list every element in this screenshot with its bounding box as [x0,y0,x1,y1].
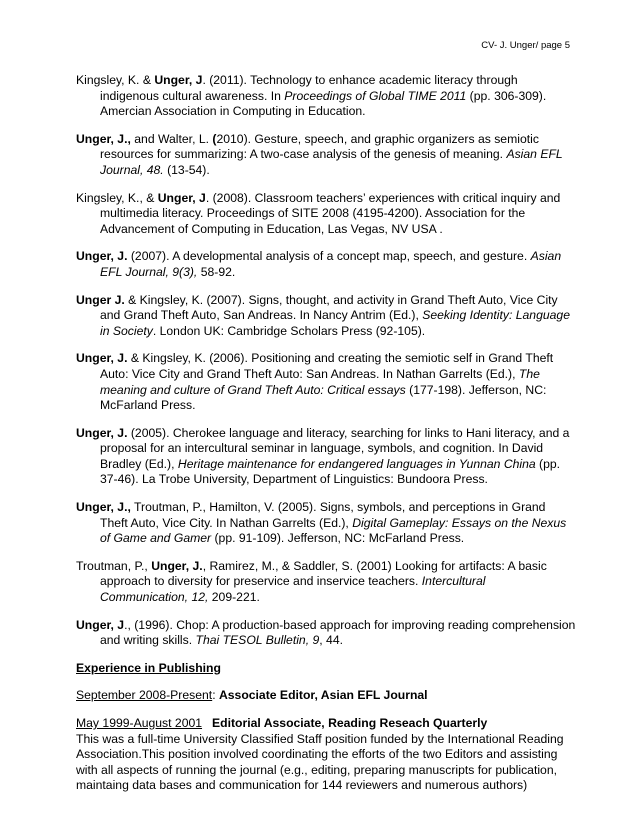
publication-text: Seeking Identity: Language in Society [100,308,570,338]
publication-text: 58-92. [197,264,236,279]
publication-text: (pp. 37-46). La Trobe University, Department of Linguistics: Bundoora Press. [100,456,561,487]
experience-entry-rrq [76,716,576,794]
experience-date: May 1999-August 2001 [76,716,203,730]
publication-text: (pp. 306-309). Amercian Association in Computing in Education. [100,88,547,119]
publication-text: & Kingsley, K. (2007). Signs, thought, and activity in Grand Theft Auto, Vice City and Grand Theft Auto, San Andreas. In Nancy Antrim (Ed.), [100,292,558,323]
experience-description: This was a full-time University Classified Staff position funded by the International Reading Association.This position involved coordinating the efforts of the two Editors and assisting with all aspects of running the journal (e.g., editing, preparing manuscripts for publication, maintaing data bases and communication for 144 reviewers and numerous authors) [76,731,564,793]
publication-text: (177-198). Jefferson, NC: McFarland Press. [100,382,547,413]
section-title-experience-in-publishing: Experience in Publishing [76,660,221,675]
experience-separator: : [212,688,219,703]
publication-text: Unger, J. [76,249,128,264]
publication-text: Proceedings of Global TIME 2011 [284,88,467,103]
publication-entry [76,191,576,238]
publication-text: Kingsley, K. & [76,73,155,87]
publication-entry [76,293,576,340]
publication-text: Unger, J. [76,425,128,440]
publication-text: . (2011). Technology to enhance academic literacy through indigenous cultural awareness. In [100,73,518,103]
publication-text: and Walter, L. [130,131,213,146]
publication-text: Troutman, P., Hamilton, V. (2005). Signs, symbols, and perceptions in Grand Theft Auto, Vice City. In Nathan Garrelts (Ed.), [100,500,546,530]
publication-list [76,73,576,649]
publication-text: (13-54). [163,162,210,177]
experience-entry-asian-efl [76,688,576,704]
publication-entry [76,73,576,120]
publication-text: & Kingsley, K. (2006). Positioning and creating the semiotic self in Grand Theft Auto: Vice City and Grand Theft Auto: San Andreas. In Nathan Garrelts (Ed.), [100,351,554,381]
publication-entry [76,500,576,547]
publication-text: The meaning and culture of Grand Theft Auto: Critical essays [100,366,540,397]
publication-text: Thai TESOL Bulletin, 9 [195,633,320,648]
publication-text: Unger, J., [76,131,131,146]
publication-text: (2007). A developmental analysis of a concept map, speech, and gesture. [127,249,531,264]
publication-text: , 44. [319,633,343,648]
publication-text: Unger, J [154,73,203,87]
publication-text: , Ramirez, M., & Saddler, S. (2001) Looking for artifacts: A basic approach to diversity for preservice and inservice teachers. [100,558,547,589]
publication-text: . London UK: Cambridge Scholars Press (92-105). [152,323,426,338]
publication-text: Heritage maintenance for endangered languages in Yunnan China [177,456,536,471]
cv-content [76,73,576,806]
experience-date: September 2008-Present [76,688,213,703]
publication-text: ., (1996). Chop: A production-based approach for improving reading comprehension and writing skills. [100,617,576,648]
publication-entry [76,559,576,606]
publication-text: (2005). Cherokee language and literacy, searching for links to Hani literacy, and a proposal for an intercultural seminar in language, symbols, and cognition. In David Bradley (Ed.), [100,425,570,471]
publication-text: Asian EFL Journal, 48. [100,147,563,177]
publication-entry [76,426,576,488]
publication-text: Unger, J. [151,558,203,573]
publication-text: Unger J. [76,292,125,307]
publication-entry [76,249,576,280]
publication-text: Asian EFL Journal, 9(3), [100,249,562,279]
publication-text: Digital Gameplay: Essays on the Nexus of Game and Gamer [100,515,567,546]
publication-text: Troutman, P., [76,558,152,573]
publication-entry [76,618,576,649]
publication-text: 2010). Gesture, speech, and graphic organizers as semiotic resources for summarizing: A two-case analysis of the genesis of meaning. [100,131,539,162]
page-header: CV- J. Unger/ page 5 [481,40,570,51]
publication-text: Intercultural Communication, 12, [100,574,486,605]
publication-entry [76,351,576,413]
experience-role: Associate Editor, Asian EFL Journal [218,688,428,703]
publication-text: ( [212,131,217,146]
publication-text: . (2008). Classroom teachers’ experiences with critical inquiry and multimedia literacy. Proceedings of SITE 2008 (4195-4200). Association for the Advancement of Computing in Education, Las Vegas, NV USA . [100,190,561,236]
publication-text: Unger, J [157,190,206,205]
experience-role: Editorial Associate, Reading Reseach Quarterly [212,716,488,730]
publication-text: (pp. 91-109). Jefferson, NC: McFarland Press. [211,531,465,546]
publication-text: Kingsley, K., & [76,190,158,205]
publication-text: 209-221. [208,590,260,605]
publication-text: Unger, J [76,617,125,632]
publication-text: Unger, J. [76,351,128,366]
publication-text: Unger, J., [76,500,131,515]
publication-entry [76,132,576,179]
